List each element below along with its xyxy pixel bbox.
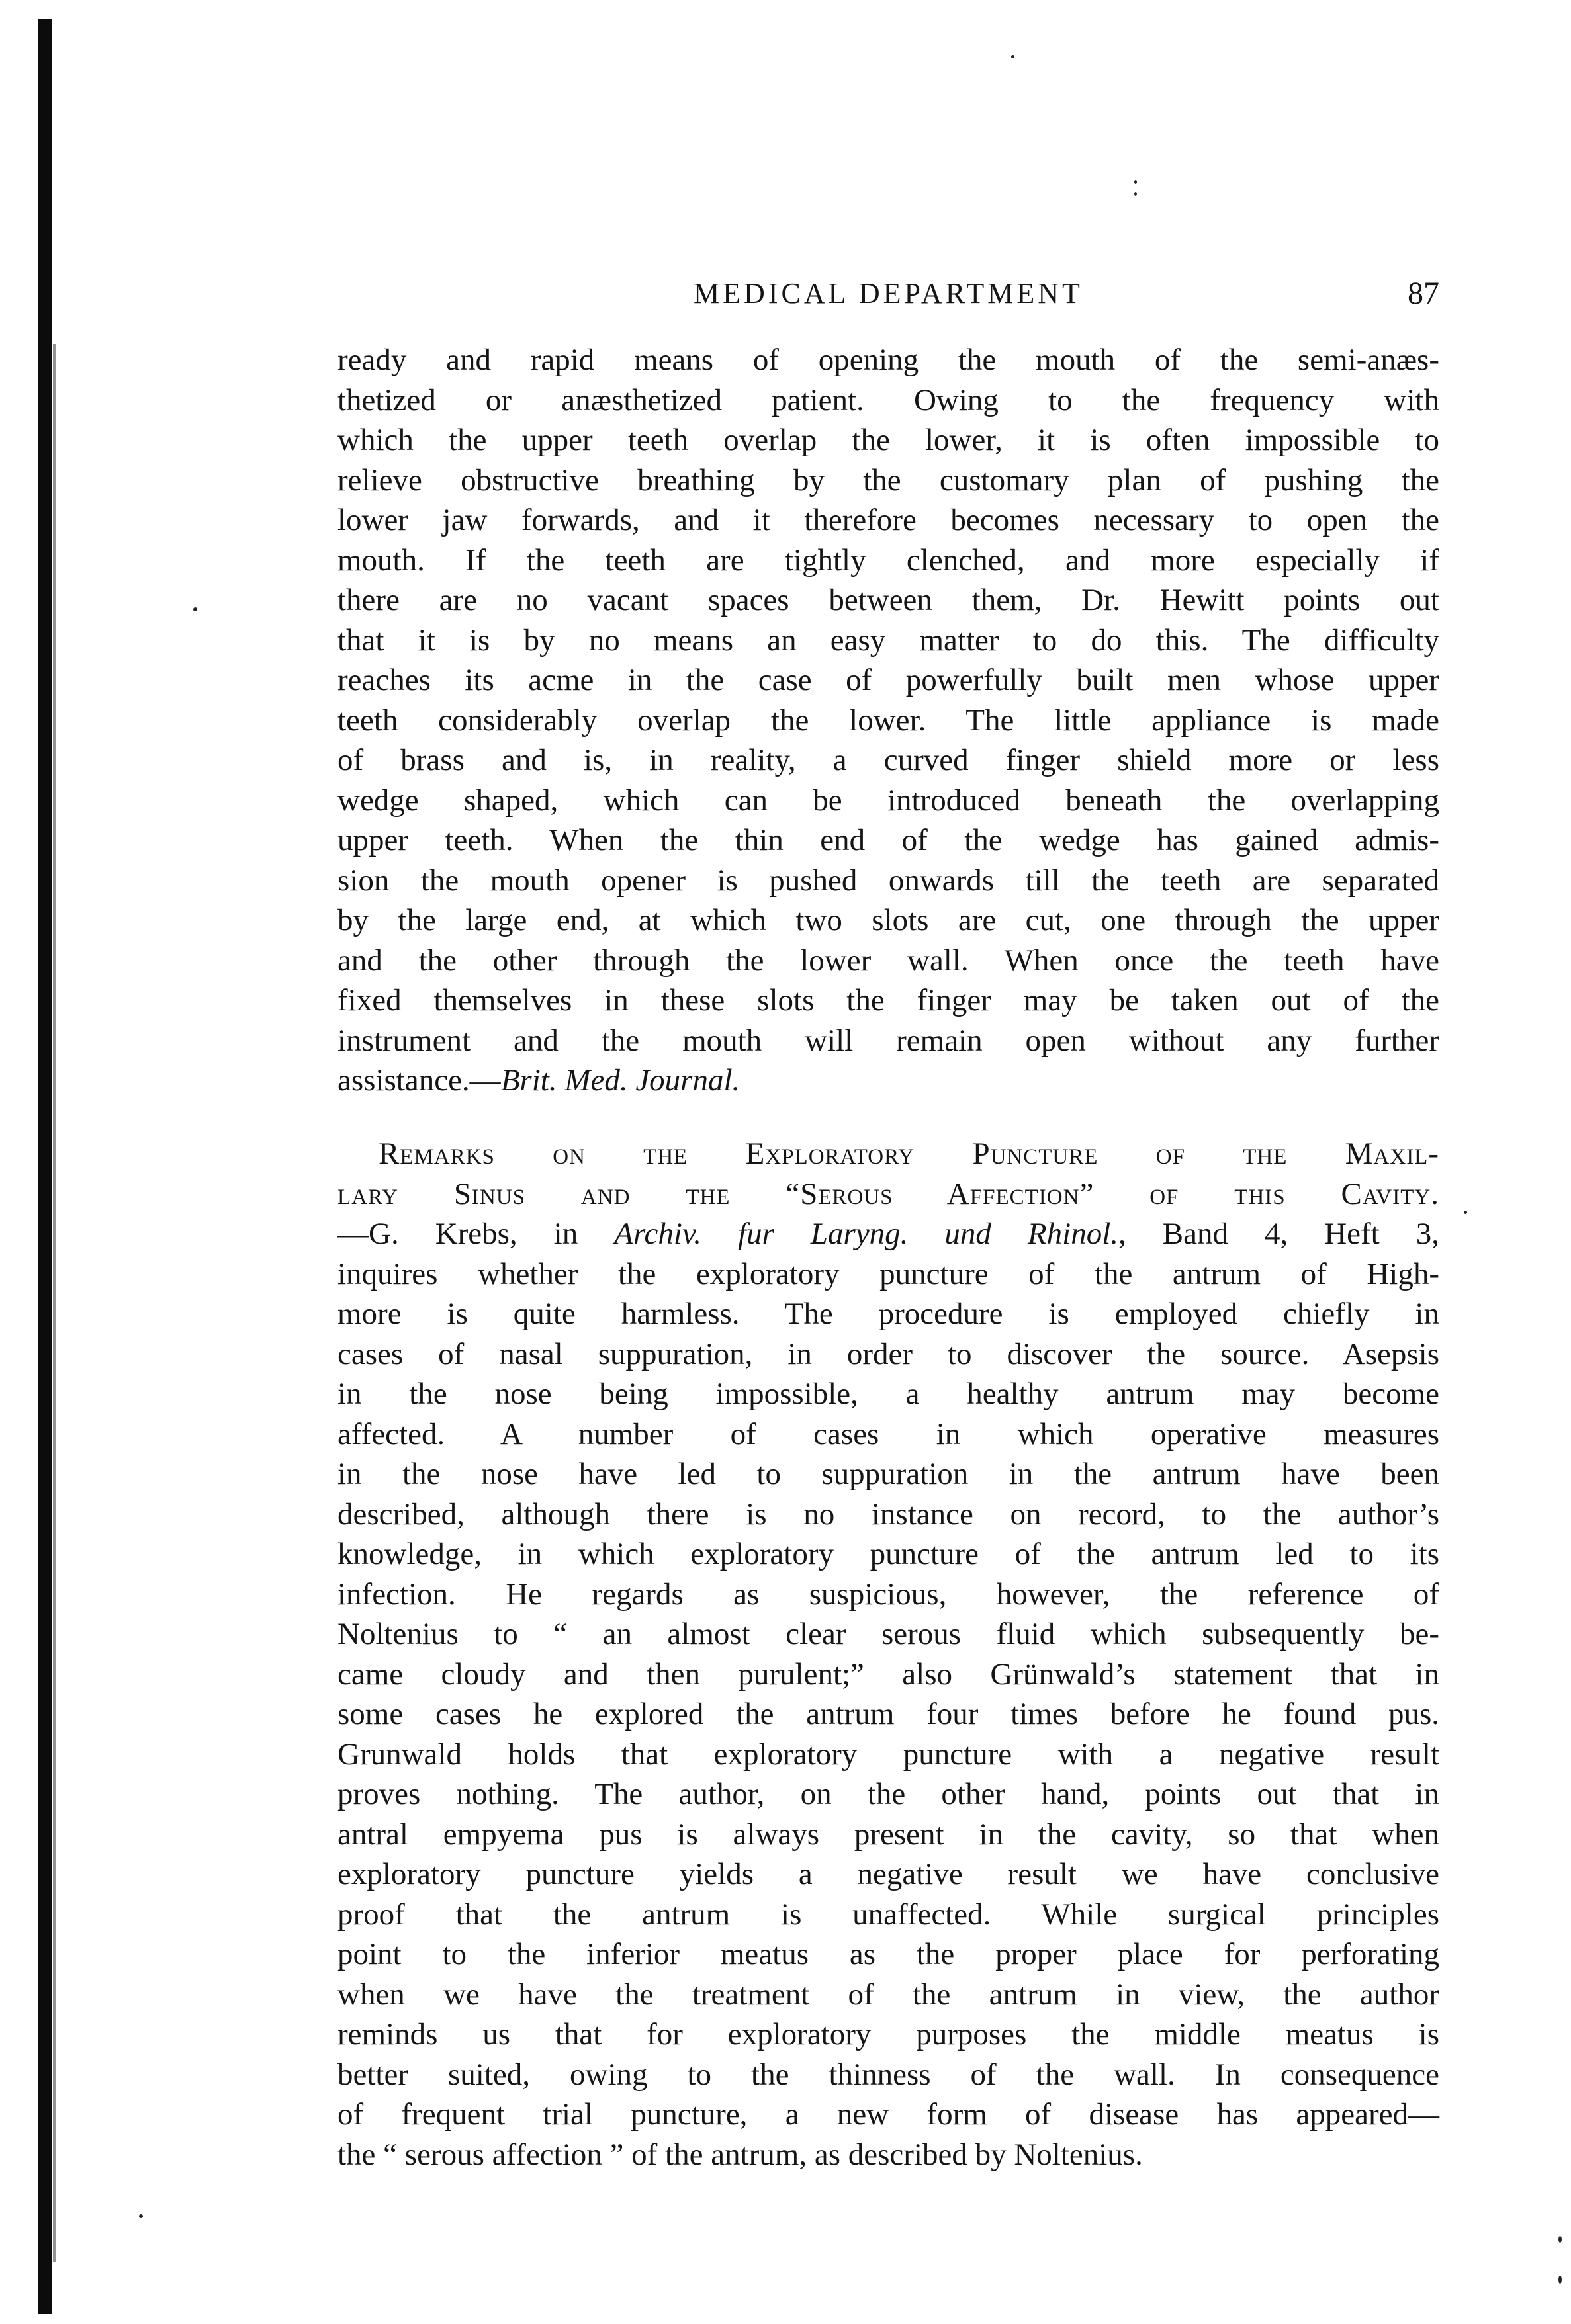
text-line: fixed themselves in these slots the finger may be taken out of the bbox=[337, 983, 1439, 1017]
text-line: of brass and is, in reality, a curved finger shield more or less bbox=[337, 743, 1439, 777]
running-head bbox=[337, 274, 1439, 320]
text-fragment: —G. Krebs, in bbox=[337, 1217, 615, 1251]
text-line: reminds us that for exploratory purposes the middle meatus is bbox=[337, 2017, 1439, 2051]
text-line: antral empyema pus is always present in the cavity, so that when bbox=[337, 1817, 1439, 1852]
text-line: proof that the antrum is unaffected. While surgical principles bbox=[337, 1897, 1439, 1932]
text-line: and the other through the lower wall. When once the teeth have bbox=[337, 943, 1439, 978]
text-line: affected. A number of cases in which operative measures bbox=[337, 1416, 1439, 1451]
text-line: inquires whether the exploratory puncture of the antrum of High- bbox=[337, 1256, 1439, 1291]
journal-title: Archiv. fur Laryng. und Rhinol. bbox=[614, 1217, 1119, 1251]
text-line: there are no vacant spaces between them, Dr. Hewitt points out bbox=[337, 583, 1439, 617]
text-line: thetized or anæsthetized patient. Owing to the frequency with bbox=[337, 382, 1439, 417]
text-line: mouth. If the teeth are tightly clenched, and more especially if bbox=[337, 542, 1439, 578]
text-fragment: , Band 4, Heft 3, bbox=[1118, 1217, 1439, 1251]
journal-citation: Brit. Med. Journal. bbox=[500, 1063, 741, 1097]
text-line: instrument and the mouth will remain open without any further bbox=[337, 1023, 1439, 1058]
print-speck bbox=[193, 607, 197, 611]
text-line: in the nose have led to suppuration in the antrum have been bbox=[337, 1457, 1439, 1491]
text-line: when we have the treatment of the antrum in view, the author bbox=[337, 1977, 1439, 2012]
page-binding-edge bbox=[38, 19, 52, 2314]
text-line: better suited, owing to the thinness of the wall. In consequence bbox=[337, 2057, 1439, 2092]
text-line: sion the mouth opener is pushed onwards till the teeth are separated bbox=[337, 863, 1439, 898]
text-line: exploratory puncture yields a negative result we have conclusive bbox=[337, 1857, 1439, 1891]
text-line: Noltenius to “ an almost clear serous fluid which subsequently be- bbox=[337, 1617, 1439, 1651]
text-line: point to the inferior meatus as the proper place for perforating bbox=[337, 1937, 1439, 1971]
print-speck bbox=[1134, 192, 1137, 196]
text-line: reaches its acme in the case of powerfully built men whose upper bbox=[337, 663, 1439, 697]
text-line: proves nothing. The author, on the other hand, points out that in bbox=[337, 1777, 1439, 1811]
page-binding-shadow bbox=[53, 344, 56, 2262]
text-line: teeth considerably overlap the lower. The little appliance is made bbox=[337, 703, 1439, 738]
text-line-citation bbox=[337, 1214, 1439, 1254]
paragraph-mouth-opener bbox=[337, 340, 1439, 1101]
print-speck bbox=[1558, 2236, 1562, 2243]
text-line: upper teeth. When the thin end of the wedge has gained admis- bbox=[337, 823, 1439, 857]
paragraph-maxillary-sinus bbox=[337, 1134, 1439, 2174]
text-line: Grunwald holds that exploratory puncture with a negative result bbox=[337, 1737, 1439, 1772]
text-line: in the nose being impossible, a healthy antrum may become bbox=[337, 1377, 1439, 1411]
text-line: of frequent trial puncture, a new form of disease has appeared— bbox=[337, 2097, 1439, 2131]
print-speck bbox=[1134, 180, 1137, 184]
section-heading-line: lary Sinus and the “Serous Affection” of this Cavity. bbox=[337, 1176, 1439, 1211]
text-line: lower jaw forwards, and it therefore becomes necessary to open the bbox=[337, 503, 1439, 537]
text-line: ready and rapid means of opening the mouth of the semi-anæs- bbox=[337, 343, 1439, 377]
text-line: came cloudy and then purulent;” also Grünwald’s statement that in bbox=[337, 1657, 1439, 1692]
text-line: which the upper teeth overlap the lower, it is often impossible to bbox=[337, 423, 1439, 457]
print-speck bbox=[1464, 1211, 1467, 1214]
text-line: some cases he explored the antrum four times before he found pus. bbox=[337, 1697, 1439, 1731]
text-line: by the large end, at which two slots are cut, one through the upper bbox=[337, 903, 1439, 937]
text-line: described, although there is no instance on record, to the author’s bbox=[337, 1496, 1439, 1531]
text-line: the “ serous affection ” of the antrum, as described by Noltenius. bbox=[337, 2137, 1143, 2172]
print-speck bbox=[1011, 55, 1014, 58]
text-line: infection. He regards as suspicious, however, the reference of bbox=[337, 1576, 1439, 1612]
text-line: knowledge, in which exploratory puncture of the antrum led to its bbox=[337, 1537, 1439, 1571]
page-number: 87 bbox=[1408, 276, 1439, 311]
text-line: that it is by no means an easy matter to do this. The difficulty bbox=[337, 623, 1439, 658]
section-heading-line: Remarks on the Exploratory Puncture of the Maxil- bbox=[379, 1137, 1439, 1171]
text-line-last bbox=[337, 1060, 1439, 1101]
print-speck bbox=[1558, 2276, 1562, 2284]
text-line: more is quite harmless. The procedure is employed chiefly in bbox=[337, 1297, 1439, 1331]
text-fragment: assistance.— bbox=[337, 1063, 501, 1097]
print-speck bbox=[139, 2214, 143, 2218]
text-line: wedge shaped, which can be introduced beneath the overlapping bbox=[337, 783, 1439, 818]
text-line: relieve obstructive breathing by the customary plan of pushing the bbox=[337, 462, 1439, 497]
running-title: MEDICAL DEPARTMENT bbox=[694, 277, 1083, 310]
text-line: cases of nasal suppuration, in order to discover the source. Asepsis bbox=[337, 1336, 1439, 1371]
